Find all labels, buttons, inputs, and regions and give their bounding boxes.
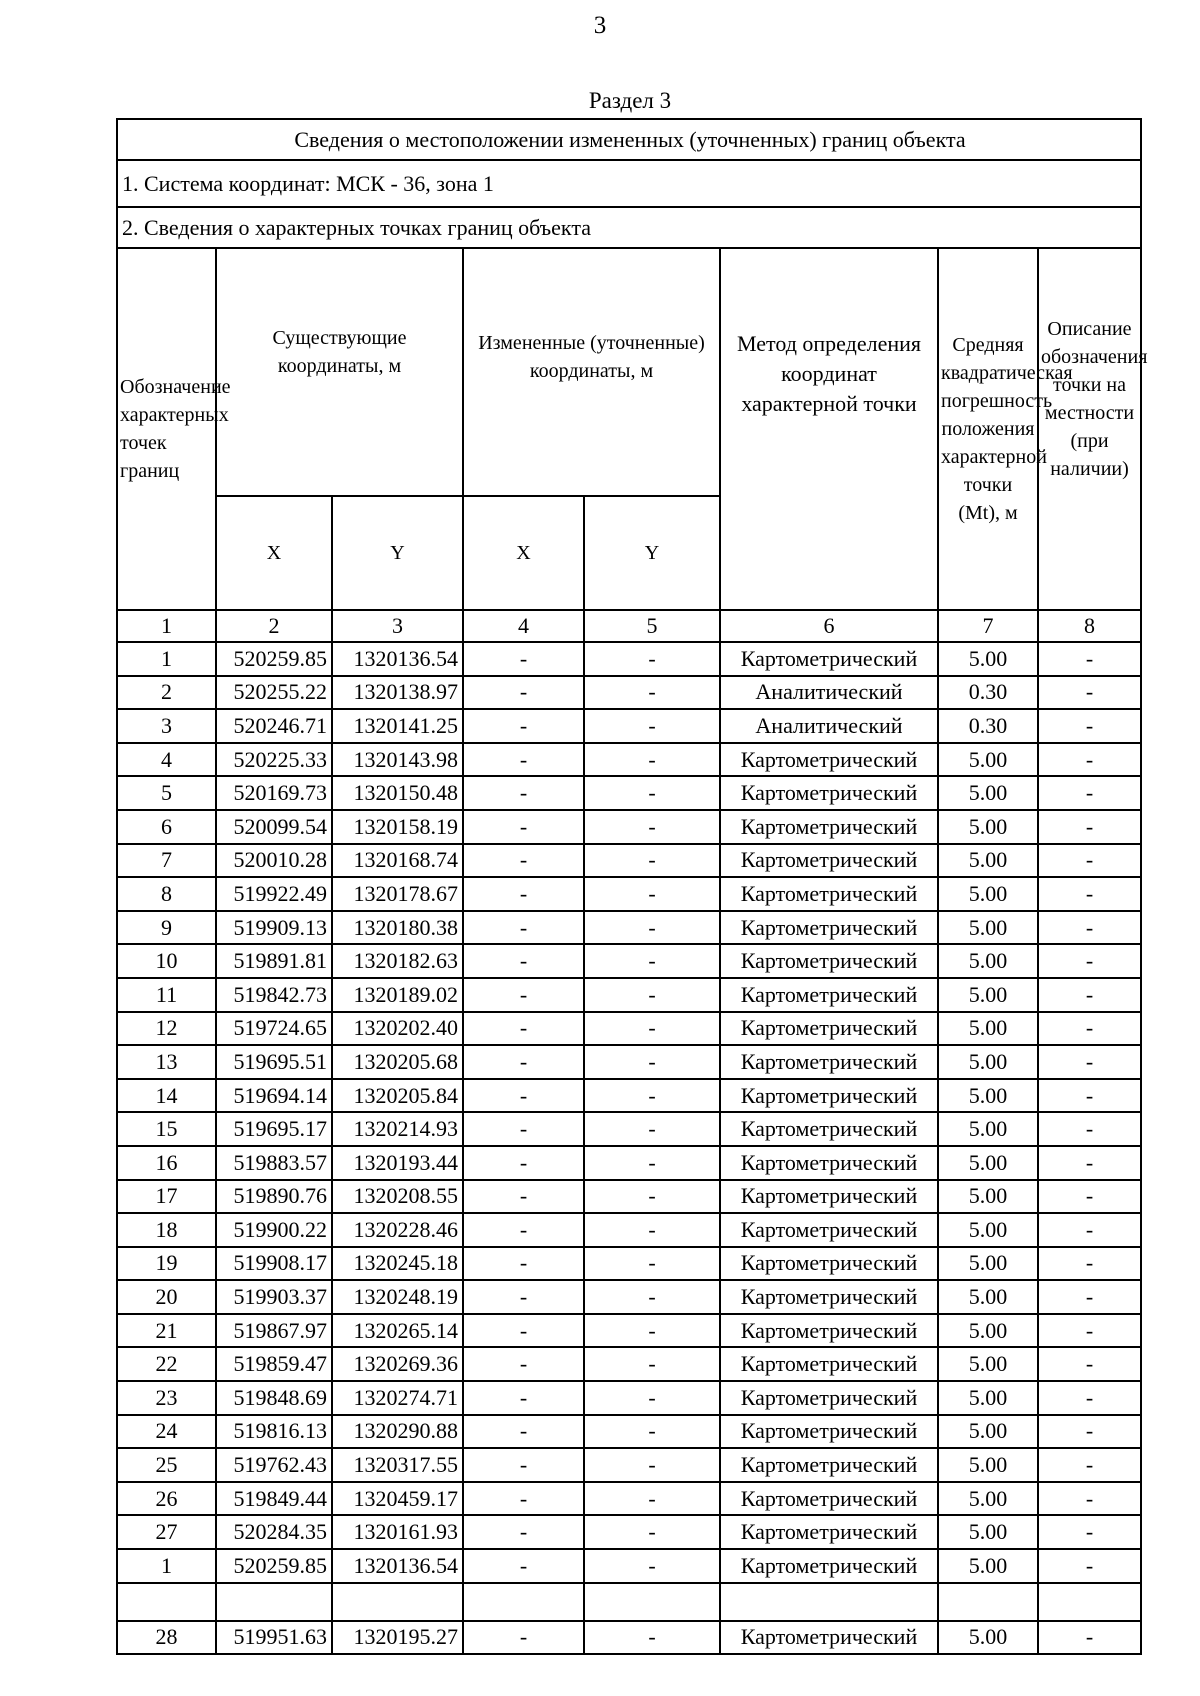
- cell-description: -: [1038, 1549, 1141, 1583]
- cell-changed-x: -: [463, 709, 584, 743]
- table-row: [117, 1381, 1141, 1415]
- cell-error: 5.00: [938, 642, 1038, 676]
- cell-existing-y: 1320274.71: [332, 1381, 463, 1415]
- cell-error: 5.00: [938, 1213, 1038, 1247]
- cell-point-number: 17: [117, 1180, 216, 1214]
- cell-changed-x: -: [463, 810, 584, 844]
- cell-error: 5.00: [938, 1247, 1038, 1281]
- table-row: [117, 1079, 1141, 1113]
- cell-point-number: 3: [117, 709, 216, 743]
- cell-changed-y: -: [584, 844, 720, 878]
- cell-existing-y: 1320141.25: [332, 709, 463, 743]
- table-row: [117, 676, 1141, 710]
- table-row: [117, 1448, 1141, 1482]
- cell-error: 5.00: [938, 1045, 1038, 1079]
- table-row: [117, 1146, 1141, 1180]
- cell-description: -: [1038, 877, 1141, 911]
- cell-point-number: 24: [117, 1415, 216, 1449]
- cell-changed-x: -: [463, 743, 584, 777]
- cell-changed-y: -: [584, 642, 720, 676]
- cell-description: -: [1038, 1012, 1141, 1046]
- cell-description: -: [1038, 1180, 1141, 1214]
- cell-changed-x: -: [463, 1549, 584, 1583]
- cell-method: Картометрический: [720, 1381, 938, 1415]
- table-title: Сведения о местоположении измененных (уточненных) границ объекта: [117, 119, 1141, 160]
- cell-error: 5.00: [938, 1621, 1038, 1655]
- table-row: [117, 844, 1141, 878]
- table-row: [117, 1621, 1141, 1655]
- header-error: Средняя квадратическая погрешность положения характерной точки (Mt), м: [938, 248, 1038, 610]
- cell-existing-y: 1320195.27: [332, 1621, 463, 1655]
- cell-changed-x: -: [463, 1347, 584, 1381]
- cell-changed-y: -: [584, 743, 720, 777]
- cell-method: Картометрический: [720, 1482, 938, 1516]
- cell-changed-x: -: [463, 1213, 584, 1247]
- cell-changed-y: -: [584, 944, 720, 978]
- cell-method: Картометрический: [720, 1012, 938, 1046]
- cell-error: 5.00: [938, 1314, 1038, 1348]
- cell-description: -: [1038, 810, 1141, 844]
- cell-method: Картометрический: [720, 743, 938, 777]
- table-row: [117, 1515, 1141, 1549]
- table-row: [117, 1549, 1141, 1583]
- cell-method: Картометрический: [720, 1045, 938, 1079]
- table-row: [117, 911, 1141, 945]
- cell-existing-x: 519908.17: [216, 1247, 332, 1281]
- cell-point-number: 7: [117, 844, 216, 878]
- cell-error: 5.00: [938, 1415, 1038, 1449]
- column-number: 4: [463, 610, 584, 642]
- cell-error: 5.00: [938, 810, 1038, 844]
- cell-error: 5.00: [938, 743, 1038, 777]
- cell-changed-x: -: [463, 877, 584, 911]
- column-number: 1: [117, 610, 216, 642]
- cell-existing-x: 519883.57: [216, 1146, 332, 1180]
- column-number: 3: [332, 610, 463, 642]
- table-row: [117, 642, 1141, 676]
- coordinate-system: 1. Система координат: МСК - 36, зона 1: [117, 160, 1141, 207]
- cell-description: -: [1038, 1079, 1141, 1113]
- cell-description: -: [1038, 776, 1141, 810]
- cell-method: Картометрический: [720, 776, 938, 810]
- cell-existing-x: 519867.97: [216, 1314, 332, 1348]
- table-row: [117, 978, 1141, 1012]
- header-designation: Обозначение характерных точек границ: [117, 248, 216, 610]
- table-row: [117, 1180, 1141, 1214]
- cell-changed-y: -: [584, 1314, 720, 1348]
- table-row: [117, 1247, 1141, 1281]
- cell-point-number: 1: [117, 1549, 216, 1583]
- table-row: [117, 776, 1141, 810]
- cell-error: 5.00: [938, 1079, 1038, 1113]
- table-row: [117, 1213, 1141, 1247]
- cell-existing-x: 520246.71: [216, 709, 332, 743]
- cell-method: Картометрический: [720, 944, 938, 978]
- cell-description: -: [1038, 1213, 1141, 1247]
- cell-changed-y: -: [584, 776, 720, 810]
- header-existing-y: Y: [332, 496, 463, 610]
- cell-existing-x: 519694.14: [216, 1079, 332, 1113]
- cell-changed-x: -: [463, 776, 584, 810]
- cell-existing-y: 1320214.93: [332, 1112, 463, 1146]
- column-number: 6: [720, 610, 938, 642]
- cell-changed-y: -: [584, 1112, 720, 1146]
- cell-existing-y: 1320189.02: [332, 978, 463, 1012]
- cell-changed-y: -: [584, 1482, 720, 1516]
- cell-point-number: 9: [117, 911, 216, 945]
- cell-existing-y: 1320150.48: [332, 776, 463, 810]
- cell-existing-x: 520010.28: [216, 844, 332, 878]
- cell-method: Картометрический: [720, 877, 938, 911]
- table-row: [117, 1314, 1141, 1348]
- cell-existing-x: 519816.13: [216, 1415, 332, 1449]
- cell-description: -: [1038, 1621, 1141, 1655]
- cell-description: -: [1038, 1112, 1141, 1146]
- cell-description: -: [1038, 1045, 1141, 1079]
- cell-changed-x: -: [463, 1247, 584, 1281]
- cell-existing-x: 519903.37: [216, 1280, 332, 1314]
- cell-changed-y: -: [584, 1213, 720, 1247]
- column-number: 7: [938, 610, 1038, 642]
- cell-changed-y: -: [584, 1448, 720, 1482]
- cell-changed-y: -: [584, 1381, 720, 1415]
- cell-description: -: [1038, 911, 1141, 945]
- cell-method: Картометрический: [720, 1079, 938, 1113]
- cell-description: -: [1038, 978, 1141, 1012]
- cell-point-number: 18: [117, 1213, 216, 1247]
- cell-error: 5.00: [938, 776, 1038, 810]
- cell-description: -: [1038, 1280, 1141, 1314]
- cell-existing-x: 519842.73: [216, 978, 332, 1012]
- cell-error: 5.00: [938, 1448, 1038, 1482]
- cell-changed-x: -: [463, 1415, 584, 1449]
- cell-existing-x: 519848.69: [216, 1381, 332, 1415]
- cell-changed-y: -: [584, 1621, 720, 1655]
- cell-point-number: 14: [117, 1079, 216, 1113]
- cell-existing-y: 1320205.84: [332, 1079, 463, 1113]
- cell-point-number: 4: [117, 743, 216, 777]
- cell-description: -: [1038, 1247, 1141, 1281]
- cell-description: -: [1038, 676, 1141, 710]
- cell-changed-y: -: [584, 709, 720, 743]
- header-existing-coordinates: Существующие координаты, м: [216, 248, 463, 496]
- cell-error: 0.30: [938, 709, 1038, 743]
- cell-point-number: 20: [117, 1280, 216, 1314]
- cell-existing-y: 1320459.17: [332, 1482, 463, 1516]
- cell-point-number: 16: [117, 1146, 216, 1180]
- cell-changed-x: -: [463, 1381, 584, 1415]
- cell-existing-y: 1320248.19: [332, 1280, 463, 1314]
- cell-existing-y: 1320317.55: [332, 1448, 463, 1482]
- cell-description: -: [1038, 1314, 1141, 1348]
- cell-changed-x: -: [463, 1314, 584, 1348]
- cell-point-number: 15: [117, 1112, 216, 1146]
- cell-description: -: [1038, 1448, 1141, 1482]
- cell-changed-y: -: [584, 1079, 720, 1113]
- cell-existing-y: 1320269.36: [332, 1347, 463, 1381]
- cell-method: Картометрический: [720, 1549, 938, 1583]
- cell-point-number: 26: [117, 1482, 216, 1516]
- cell-existing-x: 520284.35: [216, 1515, 332, 1549]
- cell-description: -: [1038, 844, 1141, 878]
- cell-method: Картометрический: [720, 1448, 938, 1482]
- cell-existing-y: 1320290.88: [332, 1415, 463, 1449]
- cell-error: 5.00: [938, 1381, 1038, 1415]
- cell-existing-y: 1320193.44: [332, 1146, 463, 1180]
- column-number: 8: [1038, 610, 1141, 642]
- cell-existing-y: 1320168.74: [332, 844, 463, 878]
- table-row: [117, 743, 1141, 777]
- cell-point-number: 13: [117, 1045, 216, 1079]
- cell-description: -: [1038, 1381, 1141, 1415]
- column-number: 2: [216, 610, 332, 642]
- cell-point-number: 10: [117, 944, 216, 978]
- cell-error: 5.00: [938, 1549, 1038, 1583]
- table-row: [117, 1045, 1141, 1079]
- cell-error: 5.00: [938, 844, 1038, 878]
- cell-method: Картометрический: [720, 1621, 938, 1655]
- cell-changed-x: -: [463, 1482, 584, 1516]
- cell-description: -: [1038, 1415, 1141, 1449]
- blank-separator-row: [117, 1583, 1141, 1621]
- cell-method: Картометрический: [720, 1180, 938, 1214]
- cell-description: -: [1038, 743, 1141, 777]
- table-row: [117, 810, 1141, 844]
- cell-point-number: 8: [117, 877, 216, 911]
- cell-existing-y: 1320143.98: [332, 743, 463, 777]
- cell-error: 5.00: [938, 1515, 1038, 1549]
- cell-error: 5.00: [938, 877, 1038, 911]
- table-row: [117, 877, 1141, 911]
- cell-error: 0.30: [938, 676, 1038, 710]
- cell-existing-x: 520169.73: [216, 776, 332, 810]
- cell-changed-y: -: [584, 1515, 720, 1549]
- cell-existing-y: 1320158.19: [332, 810, 463, 844]
- cell-error: 5.00: [938, 1112, 1038, 1146]
- cell-existing-y: 1320205.68: [332, 1045, 463, 1079]
- cell-existing-y: 1320136.54: [332, 1549, 463, 1583]
- cell-changed-y: -: [584, 1549, 720, 1583]
- cell-description: -: [1038, 642, 1141, 676]
- cell-changed-x: -: [463, 911, 584, 945]
- cell-method: Картометрический: [720, 911, 938, 945]
- cell-description: -: [1038, 1482, 1141, 1516]
- header-changed-x: X: [463, 496, 584, 610]
- cell-point-number: 12: [117, 1012, 216, 1046]
- cell-changed-x: -: [463, 1146, 584, 1180]
- header-method: Метод определения координат характерной точки: [720, 248, 938, 610]
- section-label: Раздел 3: [588, 88, 672, 113]
- cell-changed-y: -: [584, 810, 720, 844]
- cell-existing-y: 1320138.97: [332, 676, 463, 710]
- cell-changed-x: -: [463, 944, 584, 978]
- cell-description: -: [1038, 1515, 1141, 1549]
- cell-method: Картометрический: [720, 1247, 938, 1281]
- points-rows: [117, 642, 1141, 1583]
- cell-error: 5.00: [938, 1280, 1038, 1314]
- cell-changed-y: -: [584, 1247, 720, 1281]
- cell-method: Аналитический: [720, 709, 938, 743]
- cell-error: 5.00: [938, 911, 1038, 945]
- cell-changed-x: -: [463, 1448, 584, 1482]
- cell-existing-x: 519695.51: [216, 1045, 332, 1079]
- cell-changed-x: -: [463, 642, 584, 676]
- cell-existing-x: 520259.85: [216, 642, 332, 676]
- table-row: [117, 1482, 1141, 1516]
- cell-changed-x: -: [463, 1079, 584, 1113]
- header-changed-coordinates: Измененные (уточненные) координаты, м: [463, 248, 720, 496]
- cell-existing-x: 519891.81: [216, 944, 332, 978]
- cell-method: Картометрический: [720, 1415, 938, 1449]
- cell-existing-y: 1320136.54: [332, 642, 463, 676]
- cell-method: Картометрический: [720, 1314, 938, 1348]
- cell-changed-y: -: [584, 1280, 720, 1314]
- cell-changed-y: -: [584, 1045, 720, 1079]
- cell-point-number: 27: [117, 1515, 216, 1549]
- cell-changed-y: -: [584, 978, 720, 1012]
- table-row: [117, 1112, 1141, 1146]
- points-heading: 2. Сведения о характерных точках границ объекта: [117, 207, 1141, 248]
- header-changed-y: Y: [584, 496, 720, 610]
- cell-changed-x: -: [463, 1621, 584, 1655]
- cell-point-number: 25: [117, 1448, 216, 1482]
- cell-method: Аналитический: [720, 676, 938, 710]
- cell-method: Картометрический: [720, 978, 938, 1012]
- cell-error: 5.00: [938, 1146, 1038, 1180]
- cell-error: 5.00: [938, 978, 1038, 1012]
- cell-error: 5.00: [938, 1012, 1038, 1046]
- table-row: [117, 1280, 1141, 1314]
- cell-point-number: 22: [117, 1347, 216, 1381]
- cell-changed-x: -: [463, 1045, 584, 1079]
- column-number: 5: [584, 610, 720, 642]
- cell-existing-x: 519951.63: [216, 1621, 332, 1655]
- cell-method: Картометрический: [720, 1213, 938, 1247]
- cell-description: -: [1038, 709, 1141, 743]
- cell-existing-x: 519849.44: [216, 1482, 332, 1516]
- cell-existing-y: 1320182.63: [332, 944, 463, 978]
- cell-changed-y: -: [584, 676, 720, 710]
- cell-changed-y: -: [584, 1180, 720, 1214]
- cell-point-number: 19: [117, 1247, 216, 1281]
- cell-changed-x: -: [463, 844, 584, 878]
- cell-existing-x: 520099.54: [216, 810, 332, 844]
- cell-changed-x: -: [463, 978, 584, 1012]
- boundary-points-table: [116, 118, 1148, 1655]
- cell-existing-x: 519762.43: [216, 1448, 332, 1482]
- cell-changed-y: -: [584, 1415, 720, 1449]
- cell-existing-y: 1320228.46: [332, 1213, 463, 1247]
- cell-error: 5.00: [938, 1347, 1038, 1381]
- cell-method: Картометрический: [720, 810, 938, 844]
- cell-existing-y: 1320180.38: [332, 911, 463, 945]
- cell-existing-x: 520255.22: [216, 676, 332, 710]
- cell-point-number: 2: [117, 676, 216, 710]
- cell-existing-y: 1320265.14: [332, 1314, 463, 1348]
- cell-existing-x: 519909.13: [216, 911, 332, 945]
- cell-existing-x: 520225.33: [216, 743, 332, 777]
- cell-existing-x: 519724.65: [216, 1012, 332, 1046]
- cell-point-number: 1: [117, 642, 216, 676]
- cell-method: Картометрический: [720, 1347, 938, 1381]
- cell-point-number: 5: [117, 776, 216, 810]
- cell-point-number: 11: [117, 978, 216, 1012]
- cell-error: 5.00: [938, 944, 1038, 978]
- cell-description: -: [1038, 1146, 1141, 1180]
- cell-method: Картометрический: [720, 844, 938, 878]
- cell-changed-x: -: [463, 1515, 584, 1549]
- cell-existing-y: 1320202.40: [332, 1012, 463, 1046]
- cell-existing-x: 519695.17: [216, 1112, 332, 1146]
- header-existing-x: X: [216, 496, 332, 610]
- cell-existing-x: 519900.22: [216, 1213, 332, 1247]
- cell-changed-y: -: [584, 911, 720, 945]
- header-description: Описание обозначения точки на местности (при наличии): [1038, 248, 1141, 610]
- cell-method: Картометрический: [720, 1112, 938, 1146]
- cell-point-number: 21: [117, 1314, 216, 1348]
- cell-changed-x: -: [463, 1012, 584, 1046]
- cell-existing-x: 519922.49: [216, 877, 332, 911]
- cell-point-number: 6: [117, 810, 216, 844]
- cell-changed-x: -: [463, 1112, 584, 1146]
- cell-existing-y: 1320208.55: [332, 1180, 463, 1214]
- page-number: 3: [593, 12, 607, 39]
- cell-point-number: 28: [117, 1621, 216, 1655]
- cell-changed-y: -: [584, 1146, 720, 1180]
- cell-method: Картометрический: [720, 1280, 938, 1314]
- cell-existing-x: 520259.85: [216, 1549, 332, 1583]
- cell-existing-x: 519859.47: [216, 1347, 332, 1381]
- cell-changed-y: -: [584, 1012, 720, 1046]
- cell-method: Картометрический: [720, 1146, 938, 1180]
- cell-description: -: [1038, 944, 1141, 978]
- table-row: [117, 1012, 1141, 1046]
- cell-changed-y: -: [584, 1347, 720, 1381]
- cell-error: 5.00: [938, 1180, 1038, 1214]
- cell-existing-y: 1320178.67: [332, 877, 463, 911]
- cell-method: Картометрический: [720, 642, 938, 676]
- cell-changed-x: -: [463, 676, 584, 710]
- cell-changed-y: -: [584, 877, 720, 911]
- cell-description: -: [1038, 1347, 1141, 1381]
- cell-method: Картометрический: [720, 1515, 938, 1549]
- cell-error: 5.00: [938, 1482, 1038, 1516]
- table-row: [117, 709, 1141, 743]
- table-row: [117, 1347, 1141, 1381]
- cell-existing-y: 1320245.18: [332, 1247, 463, 1281]
- cell-changed-x: -: [463, 1180, 584, 1214]
- table-row: [117, 1415, 1141, 1449]
- cell-point-number: 23: [117, 1381, 216, 1415]
- cell-existing-y: 1320161.93: [332, 1515, 463, 1549]
- cell-changed-x: -: [463, 1280, 584, 1314]
- table-row: [117, 944, 1141, 978]
- cell-existing-x: 519890.76: [216, 1180, 332, 1214]
